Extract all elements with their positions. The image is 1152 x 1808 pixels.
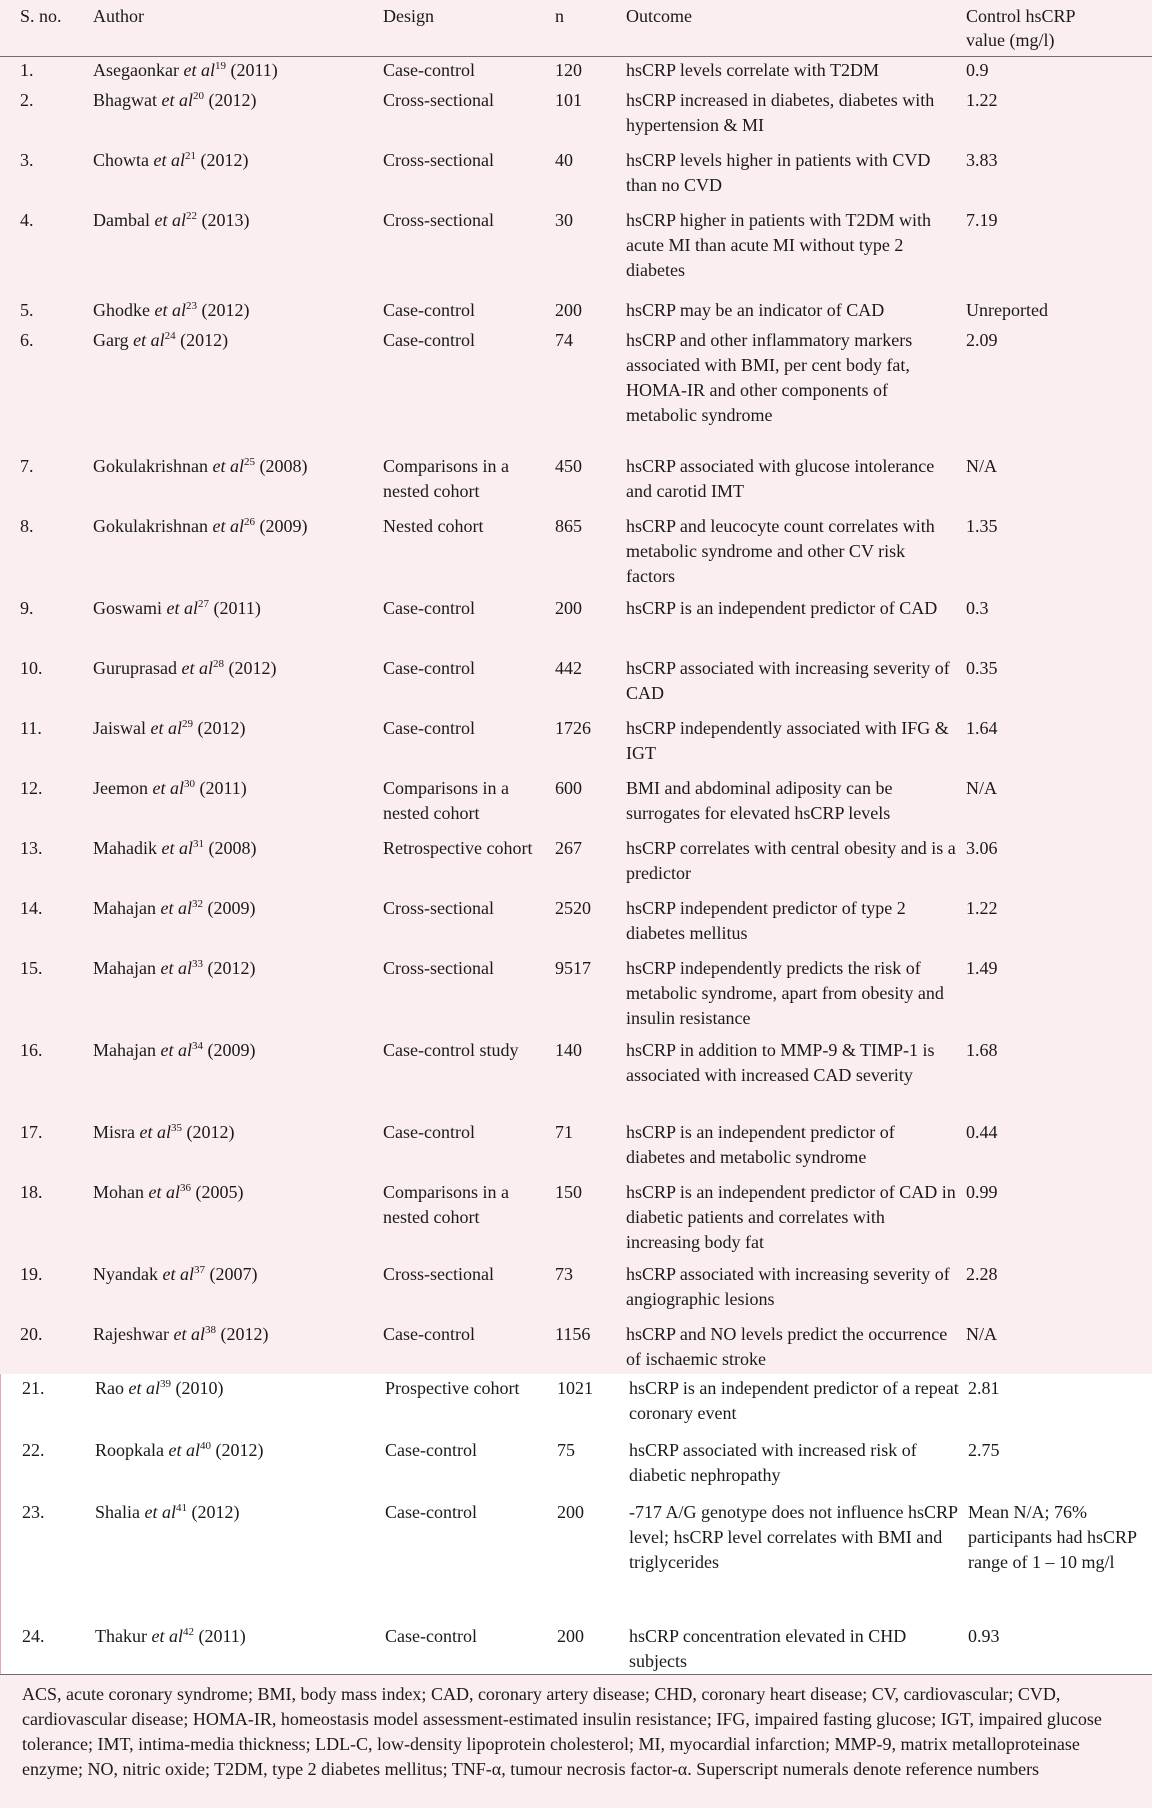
author-et-al: et al [151,1626,183,1646]
reference-number: 23 [186,300,197,312]
author-year: (2012) [197,300,250,320]
author-et-al: et al [160,898,192,918]
reference-number: 28 [212,658,224,670]
row-design: Case-control study [383,1040,519,1060]
author-name: Mohan [93,1182,149,1202]
author-et-al: et al [128,1378,160,1398]
row-outcome: hsCRP correlates with central obesity and is a predictor [626,838,956,883]
row-author [93,1180,378,1205]
row-outcome: hsCRP is an independent predictor of diabetes and metabolic syndrome [626,1122,895,1167]
author-name: Jaiswal [93,718,151,738]
author-year: (2007) [204,1264,258,1284]
author-name: Thakur [95,1626,152,1646]
table-footnote: ACS, acute coronary syndrome; BMI, body mass index; CAD, coronary artery disease; CHD, coronary heart disease; CV, cardiovascular; CVD, cardiovascular disease; HOMA-IR, homeostasis model assessment-estimated insulin resistance; IFG, impaired fasting glucose; IGT, impaired glucose tolerance; IMT, intima-media thickness; LDL-C, low-density lipoprotein cholesterol; MI, myocardial infarction; MMP-9, matrix metalloproteinase enzyme; NO, nitric oxide; T2DM, type 2 diabetes mellitus; TNF-α, tumour necrosis factor-α. Superscript numerals denote reference numbers [0,1674,1152,1808]
row-design: Case-control [383,1122,475,1142]
row-n: 101 [555,90,582,110]
author-et-al: et al [150,718,182,738]
author-year: (2008) [203,838,257,858]
reference-number: 30 [183,778,195,790]
row-outcome: hsCRP levels higher in patients with CVD than no CVD [626,150,931,195]
row-n: 442 [555,658,582,678]
row-outcome: hsCRP and NO levels predict the occurrence of ischaemic stroke [626,1324,948,1369]
reference-number: 24 [164,330,176,342]
row-sno: 9. [20,598,34,618]
row-sno: 7. [20,456,34,476]
reference-number: 42 [182,1626,194,1638]
row-n: 140 [555,1040,582,1060]
row-n: 2520 [555,898,591,918]
author-name: Mahajan [93,898,161,918]
row-design: Comparisons in a nested cohort [383,456,509,501]
row-author [95,1624,380,1649]
header-control-line2: value (mg/l) [966,30,1055,50]
row-control-value: 0.3 [966,598,989,618]
row-outcome: hsCRP levels correlate with T2DM [626,60,879,80]
row-outcome: hsCRP in addition to MMP-9 & TIMP-1 is associated with increased CAD severity [626,1040,935,1085]
author-year: (2005) [191,1182,244,1202]
row-control-value: 0.9 [966,60,989,80]
author-year: (2011) [194,778,247,798]
author-et-al: et al [212,516,244,536]
row-n: 73 [555,1264,573,1284]
author-year: (2011) [225,60,278,80]
row-control-value: 0.44 [966,1122,998,1142]
author-et-al: et al [144,1502,176,1522]
author-et-al: et al [148,1182,180,1202]
author-name: Chowta [93,150,154,170]
row-design: Case-control [383,1324,475,1344]
row-control-value: 1.22 [966,898,998,918]
author-name: Asegaonkar [93,60,184,80]
row-design: Case-control [383,718,475,738]
author-year: (2009) [254,516,308,536]
row-control-value: 1.68 [966,1040,998,1060]
author-year: (2012) [175,330,229,350]
row-author [93,1120,378,1145]
row-outcome: hsCRP is an independent predictor of CAD [626,598,938,618]
author-et-al: et al [139,1122,171,1142]
row-n: 267 [555,838,582,858]
row-outcome: hsCRP may be an indicator of CAD [626,300,885,320]
author-year: (2012) [215,1324,269,1344]
row-outcome: hsCRP and other inflammatory markers associated with BMI, per cent body fat, HOMA-IR and other components of metabolic syndrome [626,330,913,425]
header-author: Author [93,6,144,26]
row-sno: 16. [20,1040,43,1060]
row-author [95,1500,380,1525]
table-header [0,0,1152,57]
row-outcome: hsCRP associated with glucose intolerance and carotid IMT [626,456,935,501]
author-et-al: et al [160,1040,192,1060]
header-control-value [966,4,1141,52]
row-design: Retrospective cohort [383,838,533,858]
reference-number: 32 [191,898,203,910]
author-et-al: et al [173,1324,205,1344]
row-author [93,596,378,621]
row-control-value: 1.22 [966,90,998,110]
author-name: Mahajan [93,958,161,978]
row-control-value: 1.64 [966,718,998,738]
row-sno: 2. [20,90,34,110]
author-year: (2013) [196,210,250,230]
row-design: Case-control [383,60,475,80]
author-et-al: et al [168,1440,200,1460]
author-name: Dambal [93,210,155,230]
row-control-value: N/A [966,456,997,476]
row-sno: 24. [22,1626,45,1646]
author-name: Jeemon [93,778,153,798]
author-et-al: et al [181,658,213,678]
reference-number: 35 [171,1122,182,1134]
author-name: Nyandak [93,1264,163,1284]
row-design: Cross-sectional [383,898,494,918]
author-name: Guruprasad [93,658,182,678]
author-year: (2011) [209,598,261,618]
row-outcome: hsCRP associated with increasing severity of CAD [626,658,950,703]
row-author [95,1376,380,1401]
author-name: Roopkala [95,1440,169,1460]
reference-number: 27 [198,598,209,610]
row-design: Prospective cohort [385,1378,520,1398]
row-sno: 19. [20,1264,43,1284]
reference-number: 33 [191,958,203,970]
author-year: (2011) [193,1626,246,1646]
row-author [93,836,378,861]
author-name: Rajeshwar [93,1324,174,1344]
author-et-al: et al [133,330,165,350]
header-control-line1: Control hsCRP [966,6,1076,26]
author-year: (2012) [223,658,277,678]
author-name: Ghodke [93,300,155,320]
row-sno: 4. [20,210,34,230]
reference-number: 20 [192,90,204,102]
author-et-al: et al [212,456,244,476]
row-n: 1726 [555,718,591,738]
header-design: Design [383,6,434,26]
author-year: (2012) [203,90,257,110]
row-design: Cross-sectional [383,958,494,978]
row-sno: 12. [20,778,43,798]
row-author [95,1438,380,1463]
row-n: 75 [557,1440,575,1460]
row-author [93,716,378,741]
row-control-value: 2.28 [966,1264,998,1284]
reference-number: 40 [200,1440,211,1452]
row-n: 600 [555,778,582,798]
author-name: Mahajan [93,1040,161,1060]
row-control-value: N/A [966,1324,997,1344]
row-design: Case-control [385,1626,477,1646]
author-year: (2009) [202,1040,256,1060]
row-control-value: 2.09 [966,330,998,350]
row-author [93,58,378,83]
row-control-value: 0.99 [966,1182,998,1202]
row-sno: 22. [22,1440,45,1460]
row-sno: 11. [20,718,42,738]
row-sno: 3. [20,150,34,170]
row-n: 120 [555,60,582,80]
author-et-al: et al [161,90,193,110]
author-et-al: et al [160,958,192,978]
row-author [93,328,378,353]
row-outcome: hsCRP associated with increased risk of diabetic nephropathy [629,1440,917,1485]
row-author [93,514,378,539]
row-author [93,1038,378,1063]
row-outcome: hsCRP independent predictor of type 2 diabetes mellitus [626,898,906,943]
row-n: 150 [555,1182,582,1202]
row-outcome: hsCRP independently predicts the risk of metabolic syndrome, apart from obesity and insulin resistance [626,958,944,1028]
row-control-value: N/A [966,778,997,798]
reference-number: 26 [243,516,255,528]
row-design: Case-control [383,330,475,350]
row-author [93,298,378,323]
row-design: Cross-sectional [383,210,494,230]
reference-number: 22 [185,210,197,222]
author-et-al: et al [152,778,184,798]
row-outcome: hsCRP independently associated with IFG & IGT [626,718,949,763]
row-outcome: hsCRP concentration elevated in CHD subjects [629,1626,907,1671]
row-author [93,656,378,681]
reference-number: 36 [180,1182,191,1194]
row-n: 200 [555,598,582,618]
row-design: Comparisons in a nested cohort [383,1182,509,1227]
author-year: (2012) [211,1440,264,1460]
row-sno: 8. [20,516,34,536]
row-n: 1156 [555,1324,591,1344]
row-sno: 18. [20,1182,43,1202]
author-et-al: et al [154,300,186,320]
row-design: Case-control [383,598,475,618]
row-n: 200 [555,300,582,320]
author-name: Goswami [93,598,167,618]
reference-number: 21 [185,150,196,162]
reference-number: 34 [191,1040,203,1052]
row-sno: 6. [20,330,34,350]
row-author [93,208,378,233]
row-control-value: 1.35 [966,516,998,536]
row-author [93,88,378,113]
row-design: Cross-sectional [383,1264,494,1284]
row-sno: 15. [20,958,43,978]
row-control-value: 3.83 [966,150,998,170]
row-control-value: 2.75 [968,1440,1000,1460]
author-name: Bhagwat [93,90,162,110]
row-n: 200 [557,1626,584,1646]
row-author [93,1322,378,1347]
row-sno: 20. [20,1324,43,1344]
author-name: Shalia [95,1502,145,1522]
row-author [93,776,378,801]
row-control-value: 2.81 [968,1378,1000,1398]
author-et-al: et al [161,838,193,858]
row-n: 30 [555,210,573,230]
row-sno: 14. [20,898,43,918]
row-author [93,148,378,173]
author-et-al: et al [153,150,185,170]
reference-number: 37 [193,1264,205,1276]
author-name: Gokulakrishnan [93,516,213,536]
row-outcome: hsCRP increased in diabetes, diabetes with hypertension & MI [626,90,935,135]
reference-number: 39 [160,1378,171,1390]
author-et-al: et al [166,598,198,618]
row-n: 9517 [555,958,591,978]
row-n: 1021 [557,1378,593,1398]
row-n: 450 [555,456,582,476]
row-sno: 23. [22,1502,45,1522]
author-year: (2008) [254,456,308,476]
author-year: (2010) [171,1378,224,1398]
reference-number: 19 [214,60,226,72]
reference-number: 38 [204,1324,216,1336]
row-outcome: hsCRP and leucocyte count correlates with metabolic syndrome and other CV risk factors [626,516,935,586]
row-design: Nested cohort [383,516,484,536]
row-outcome: hsCRP higher in patients with T2DM with acute MI than acute MI without type 2 diabetes [626,210,932,280]
row-outcome: -717 A/G genotype does not influence hsCRP level; hsCRP level correlates with BMI and triglycerides [629,1502,958,1572]
row-control-value: 0.35 [966,658,998,678]
row-n: 71 [555,1122,573,1142]
author-et-al: et al [154,210,186,230]
author-name: Gokulakrishnan [93,456,213,476]
header-n: n [555,6,564,26]
row-outcome: hsCRP is an independent predictor of CAD in diabetic patients and correlates with increasing body fat [626,1182,956,1252]
author-name: Garg [93,330,134,350]
author-name: Rao [95,1378,129,1398]
row-sno: 13. [20,838,43,858]
row-sno: 10. [20,658,43,678]
author-et-al: et al [162,1264,194,1284]
author-name: Misra [93,1122,140,1142]
row-design: Case-control [383,658,475,678]
author-year: (2009) [202,898,256,918]
row-sno: 21. [22,1378,45,1398]
row-outcome: hsCRP associated with increasing severity of angiographic lesions [626,1264,950,1309]
row-control-value: 0.93 [968,1626,1000,1646]
row-sno: 5. [20,300,34,320]
row-author [93,956,378,981]
reference-number: 25 [243,456,255,468]
author-year: (2012) [187,1502,240,1522]
row-author [93,1262,378,1287]
row-control-value: 1.49 [966,958,998,978]
reference-number: 31 [192,838,204,850]
row-design: Case-control [385,1502,477,1522]
author-name: Mahadik [93,838,162,858]
author-et-al: et al [183,60,215,80]
reference-number: 41 [176,1502,187,1514]
row-n: 74 [555,330,573,350]
row-design: Case-control [385,1440,477,1460]
reference-number: 29 [182,718,193,730]
header-outcome: Outcome [626,6,692,26]
row-control-value: Unreported [966,300,1048,320]
row-author [93,896,378,921]
row-sno: 17. [20,1122,43,1142]
author-year: (2012) [202,958,256,978]
row-control-value: Mean N/A; 76% participants had hsCRP range of 1 – 10 mg/l [968,1502,1137,1572]
row-outcome: hsCRP is an independent predictor of a repeat coronary event [629,1378,959,1423]
row-sno: 1. [20,60,34,80]
header-sno: S. no. [20,6,62,26]
row-design: Case-control [383,300,475,320]
row-control-value: 3.06 [966,838,998,858]
row-author [93,454,378,479]
row-design: Cross-sectional [383,150,494,170]
row-n: 200 [557,1502,584,1522]
author-year: (2012) [196,150,249,170]
author-year: (2012) [193,718,246,738]
row-outcome: BMI and abdominal adiposity can be surrogates for elevated hsCRP levels [626,778,893,823]
row-design: Comparisons in a nested cohort [383,778,509,823]
row-n: 40 [555,150,573,170]
row-n: 865 [555,516,582,536]
row-design: Cross-sectional [383,90,494,110]
row-control-value: 7.19 [966,210,998,230]
author-year: (2012) [182,1122,235,1142]
